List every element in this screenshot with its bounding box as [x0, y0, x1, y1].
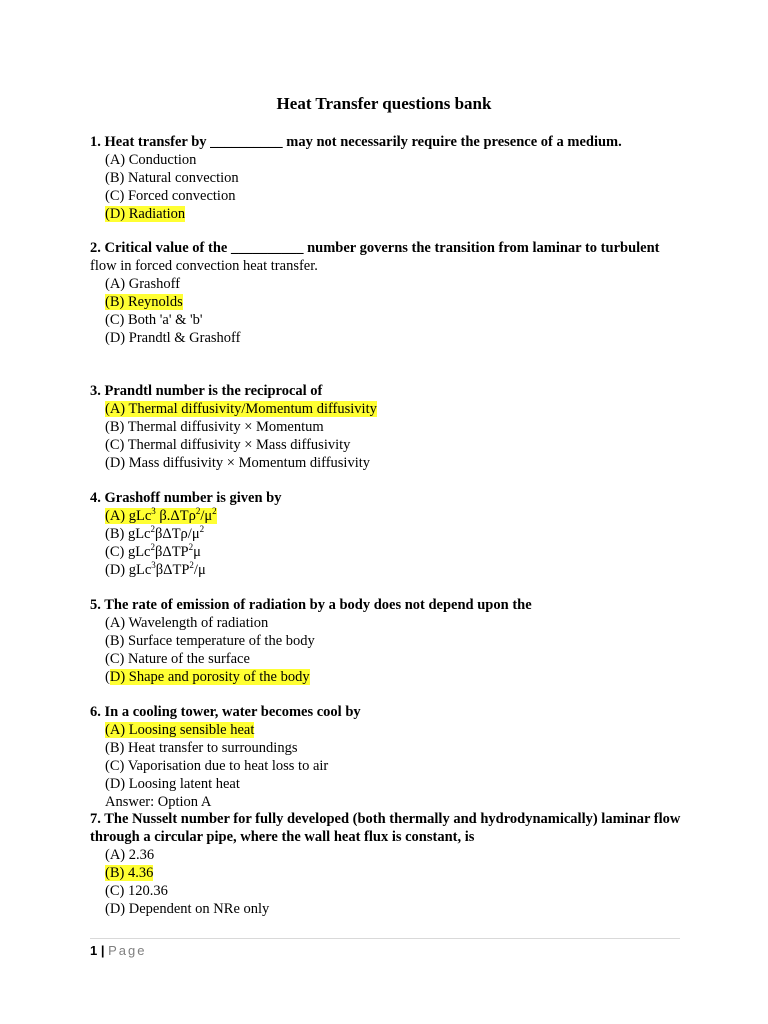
question-5-option-d: (D) Shape and porosity of the body	[105, 669, 310, 685]
question-2-option-c: (C) Both 'a' & 'b'	[105, 312, 203, 328]
question-4	[90, 489, 690, 579]
question-4-option-d: (D) gLc$^3$βΔTP$^2$/μ	[105, 560, 206, 578]
question-5-option-b: (B) Surface temperature of the body	[105, 633, 315, 649]
question-1-stem: 1. Heat transfer by __________ may not necessarily require the presence of a medium.	[90, 134, 622, 150]
question-6-option-a: (A) Loosing sensible heat	[105, 722, 255, 738]
question-3	[90, 382, 690, 472]
page-footer	[90, 938, 680, 958]
question-2-option-d: (D) Prandtl & Grashoff	[105, 330, 241, 346]
question-4-option-b: (B) $gLc^2\beta\Delta T\rho/\mu^2$	[105, 524, 205, 542]
footer-separator: |	[97, 943, 109, 958]
question-1	[90, 133, 690, 223]
question-5-stem: 5. The rate of emission of radiation by a body does not depend upon the	[90, 597, 532, 613]
question-1-option-c: (C) Forced convection	[105, 188, 236, 204]
question-7-option-a: (A) 2.36	[105, 847, 155, 863]
question-1-option-d: (D) Radiation	[105, 206, 186, 222]
question-7-stem: 7. The Nusselt number for fully developed (both thermally and hydrodynamically) laminar flow through a circular pipe, where the wall heat flux is constant, is	[90, 811, 681, 845]
question-4-option-c: (C) gLc$^2$βΔTP$^2$μ	[105, 542, 201, 560]
question-6-answer: Answer: Option A	[105, 794, 212, 810]
question-6-stem: 6. In a cooling tower, water becomes cool by	[90, 704, 361, 720]
question-6-option-d: (D) Loosing latent heat	[105, 776, 240, 792]
question-5-option-c: (C) Nature of the surface	[105, 651, 250, 667]
question-7-option-c: (C) 120.36	[105, 883, 168, 899]
question-2-option-a: (A) Grashoff	[105, 276, 181, 292]
question-3-stem: 3. Prandtl number is the reciprocal of	[90, 383, 323, 399]
question-6-option-c: (C) Vaporisation due to heat loss to air	[105, 758, 329, 774]
question-4-option-a: (A) gLc$^3$ $\beta.\Delta T\rho^2/\mu^2$	[105, 506, 217, 524]
question-2-stem: 2. Critical value of the __________ number governs the transition from laminar to turbulent	[90, 240, 660, 256]
question-7-option-b: (B) 4.36	[105, 865, 154, 881]
question-2	[90, 239, 690, 347]
question-2-stem-continuation: flow in forced convection heat transfer.	[90, 258, 318, 274]
page-number: 1	[90, 943, 98, 958]
question-4-stem: 4. Grashoff number is given by	[90, 490, 282, 506]
page-title: Heat Transfer questions bank	[276, 94, 492, 113]
question-7-option-d: (D) Dependent on NRe only	[105, 901, 270, 917]
question-6	[90, 703, 690, 811]
question-3-option-d: (D) Mass diffusivity × Momentum diffusivity	[105, 455, 371, 471]
page-label: Page	[108, 943, 147, 958]
question-3-option-b: (B) Thermal diffusivity × Momentum	[105, 419, 324, 435]
question-7	[90, 810, 682, 918]
question-3-option-a: (A) Thermal diffusivity/Momentum diffusivity	[105, 401, 377, 417]
question-1-option-a: (A) Conduction	[105, 152, 197, 168]
question-5	[90, 596, 690, 686]
question-6-option-b: (B) Heat transfer to surroundings	[105, 740, 298, 756]
question-5-option-a: (A) Wavelength of radiation	[105, 615, 269, 631]
question-3-option-c: (C) Thermal diffusivity × Mass diffusivity	[105, 437, 351, 453]
question-1-option-b: (B) Natural convection	[105, 170, 239, 186]
question-2-option-b: (B) Reynolds	[105, 294, 183, 310]
